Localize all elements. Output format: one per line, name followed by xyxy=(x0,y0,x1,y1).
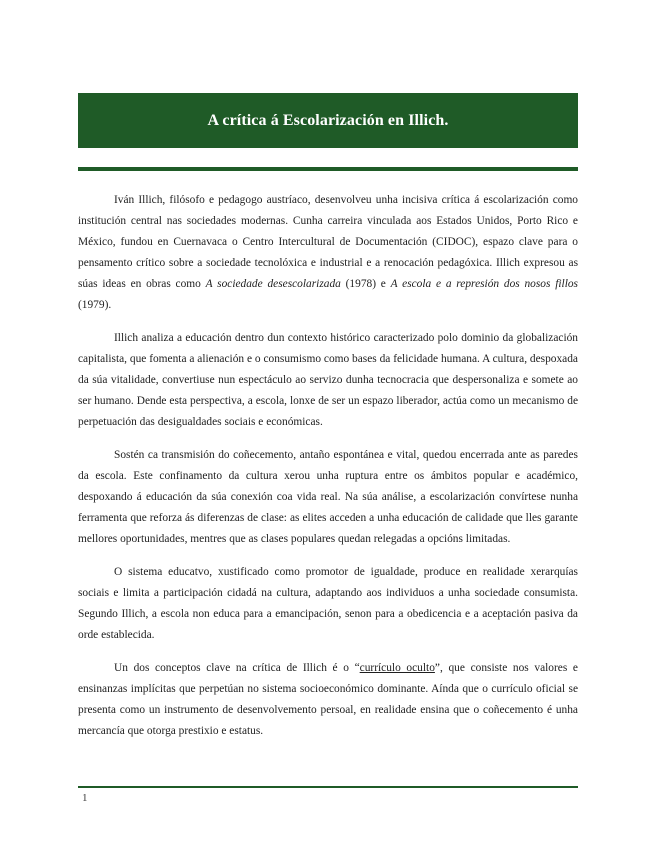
paragraph xyxy=(78,190,578,316)
paragraph-text: Sostén ca transmisión do coñecemento, antaño espontánea e vital, quedou encerrada ante as paredes da escola. Este confinamento da cultura xerou unha ruptura entre os ámbitos popular e académico, despoxando á educación da súa conexión coa vida real. Na súa análise, a escolarización convírtese nunha ferramenta que reforza ás diferenzas de clase: as elites acceden a unha educación de calidade que lles garante mellores oportunidades, mentres que as clases populares quedan relegadas a opcións limitadas. xyxy=(78,449,578,545)
paragraph-text: Illich analiza a educación dentro dun contexto histórico caracterizado polo dominio da globalización capitalista, que fomenta a alienación e o consumismo como bases da felicidade humana. A cultura, despoxada da súa vitalidade, convertiuse nun espectáculo ao servizo dunha tecnocracia que despersonaliza e somete ao ser humano. Dende esta perspectiva, a escola, lonxe de ser un espazo liberador, actúa como un mecanismo de perpetuación das desigualdades sociais e económicas. xyxy=(78,332,578,428)
book-title: A escola e a represión dos nosos fillos xyxy=(390,278,578,290)
paragraph xyxy=(78,445,578,550)
paragraph-text: (1978) e xyxy=(340,278,391,290)
page-title: A crítica á Escolarización en Illich. xyxy=(207,111,449,129)
title-banner xyxy=(78,93,578,148)
paragraph xyxy=(78,658,578,742)
body-text xyxy=(78,190,578,754)
book-title: A sociedade desescolarizada xyxy=(205,278,341,290)
title-divider xyxy=(78,167,578,171)
paragraph-text: (1979). xyxy=(78,299,112,311)
paragraph-text: ”, que consiste nos valores e ensinanzas implícitas que perpetúan no sistema socioeconómico dominante. Aínda que o currículo oficial se presenta como un instrumento de desenvolvemento persoal, en realidade ensina que o coñecemento é unha mercancía que otorga prestixio e estatus. xyxy=(78,662,578,737)
paragraph-text: Un dos conceptos clave na crítica de Illich é o “ xyxy=(114,662,360,674)
paragraph-text: O sistema educatvo, xustificado como promotor de igualdade, produce en realidade xerarquías sociais e limita a participación cidadá na cultura, adaptando aos individuos a unha sociedade consumista. Segundo Illich, a escola non educa para a emancipación, senon para a obedicencia e a aceptación pasiva da orde establecida. xyxy=(78,566,578,641)
key-concept: currículo oculto xyxy=(359,662,435,674)
footer-divider xyxy=(78,786,578,788)
paragraph xyxy=(78,328,578,433)
page-number: 1 xyxy=(82,792,88,804)
paragraph xyxy=(78,562,578,646)
paragraph-text: Iván Illich, filósofo e pedagogo austríaco, desenvolveu unha incisiva crítica á escolarización como institución central nas sociedades modernas. Cunha carreira vinculada aos Estados Unidos, Porto Rico e México, fundou en Cuernavaca o Centro Intercultural de Documentación (CIDOC), espazo clave para o pensamento crítico sobre a sociedade tecnolóxica e industrial e a renocación pedagóxica. Illich expresou as súas ideas en obras como xyxy=(78,194,578,290)
